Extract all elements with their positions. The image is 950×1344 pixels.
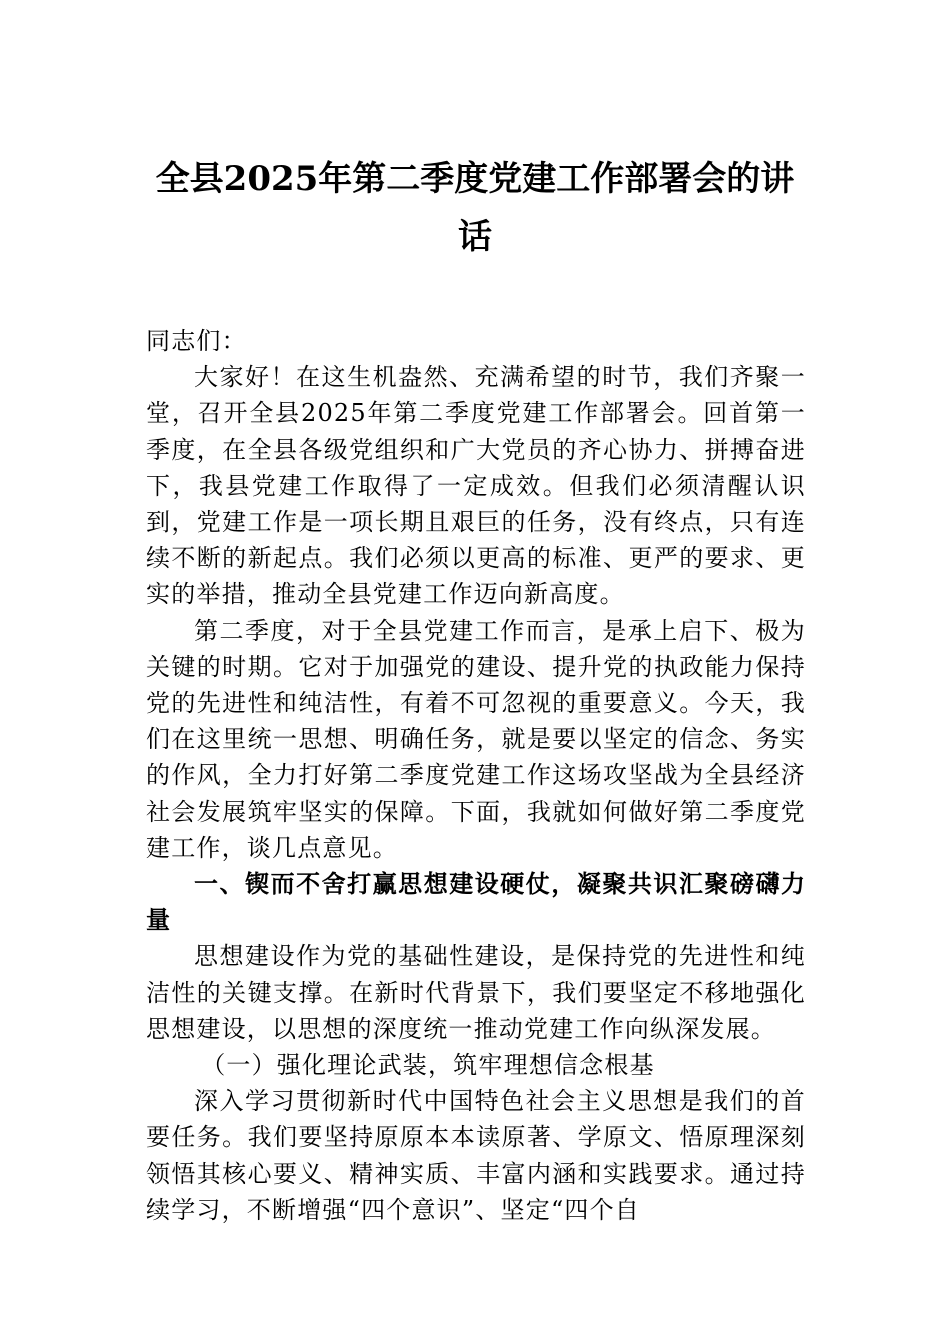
document-body <box>146 323 806 1228</box>
document-title: 全县2025年第二季度党建工作部署会的讲话 <box>155 159 795 257</box>
salutation: 同志们： <box>146 327 247 355</box>
section-1-heading: 一、锲而不舍打赢思想建设硬仗，凝聚共识汇聚磅礴力量 <box>146 870 806 935</box>
subsection-1-text: 深入学习贯彻新时代中国特色社会主义思想是我们的首要任务。我们要坚持原原本本读原著、学原文、悟原理深刻领悟其核心要义、精神实质、丰富内涵和实践要求。通过持续学习，不断增强“四个意识”、坚定“四个自 <box>146 1087 806 1224</box>
section-1-intro: 思想建设作为党的基础性建设，是保持党的先进性和纯洁性的关键支撑。在新时代背景下，我们要坚定不移地强化思想建设，以思想的深度统一推动党建工作向纵深发展。 <box>146 942 806 1043</box>
body-paragraph-1: 大家好！在这生机盎然、充满希望的时节，我们齐聚一堂，召开全县2025年第二季度党建工作部署会。回首第一季度，在全县各级党组织和广大党员的齐心协力、拼搏奋进下，我县党建工作取得了一定成效。但我们必须清醒认识到，党建工作是一项长期且艰巨的任务，没有终点，只有连续不断的新起点。我们必须以更高的标准、更严的要求、更实的举措，推动全县党建工作迈向新高度。 <box>146 363 806 609</box>
body-paragraph-2: 第二季度，对于全县党建工作而言，是承上启下、极为关键的时期。它对于加强党的建设、提升党的执政能力保持党的先进性和纯洁性，有着不可忽视的重要意义。今天，我们在这里统一思想、明确任务，就是要以坚定的信念、务实的作风，全力打好第二季度党建工作这场攻坚战为全县经济社会发展筑牢坚实的保障。下面，我就如何做好第二季度党建工作，谈几点意见。 <box>146 616 806 862</box>
subsection-1-heading: （一）强化理论武装，筑牢理想信念根基 <box>201 1051 655 1080</box>
